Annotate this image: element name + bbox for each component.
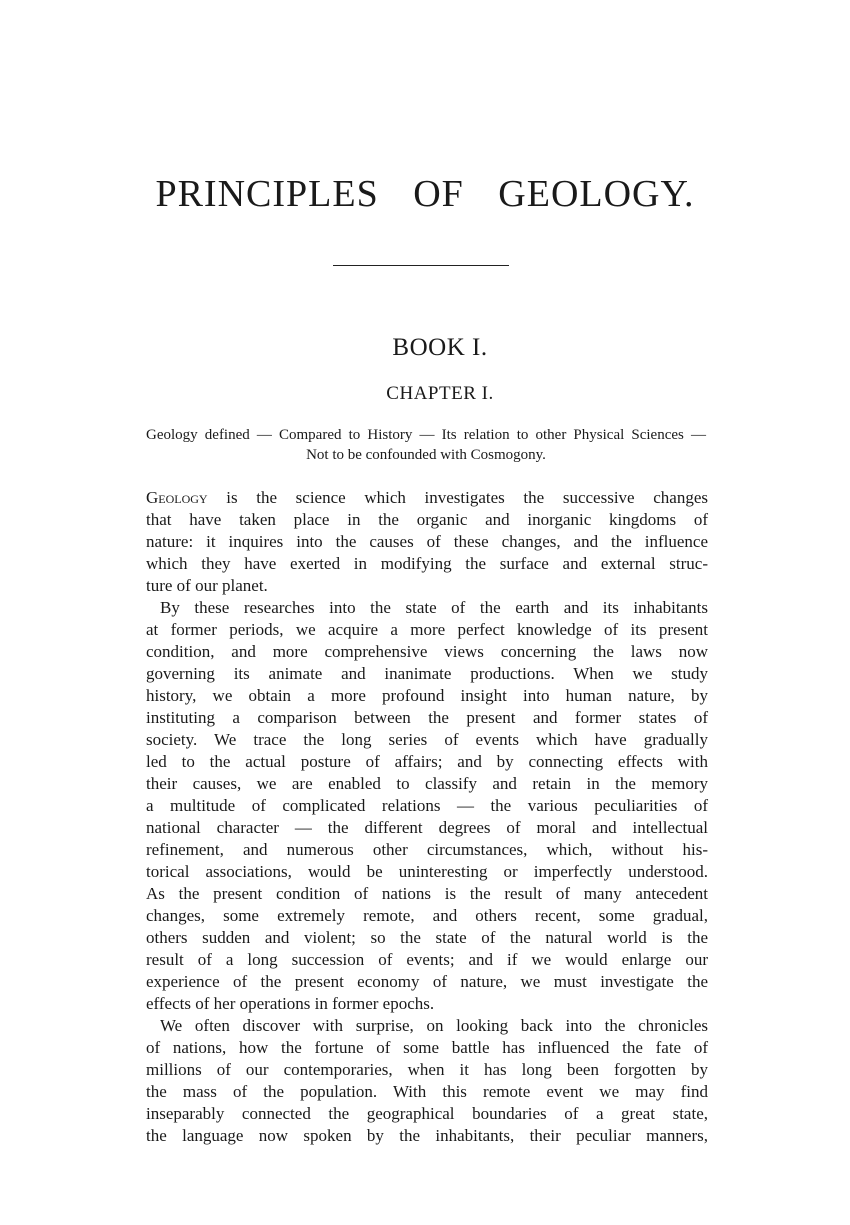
body-line: condition, and more comprehensive views concerning the laws now (146, 642, 708, 661)
body-line: their causes, we are enabled to classify and retain in the memory (146, 774, 708, 793)
body-line: As the present condition of nations is the result of many antecedent (146, 884, 708, 903)
chapter-heading: CHAPTER I. (386, 383, 494, 404)
body-line: By these researches into the state of the earth and its inhabitants (160, 598, 708, 617)
body-line: history, we obtain a more profound insight into human nature, by (146, 686, 708, 705)
body-line: at former periods, we acquire a more perfect knowledge of its present (146, 620, 708, 639)
body-line: governing its animate and inanimate productions. When we study (146, 664, 708, 683)
book-heading: BOOK I. (392, 334, 488, 361)
body-line: result of a long succession of events; and if we would enlarge our (146, 950, 708, 969)
title-divider (333, 265, 509, 266)
body-line: national character — the different degrees of moral and intellectual (146, 818, 708, 837)
chapter-summary-line: Not to be confounded with Cosmogony. (306, 447, 546, 463)
body-line: the mass of the population. With this remote event we may find (146, 1082, 708, 1101)
body-line: millions of our contemporaries, when it has long been forgotten by (146, 1060, 708, 1079)
body-line: which they have exerted in modifying the surface and external struc- (146, 554, 708, 573)
lead-word: Geology (146, 488, 208, 507)
body-line: effects of her operations in former epochs. (146, 994, 435, 1013)
body-line: ture of our planet. (146, 576, 268, 595)
body-line: nature: it inquires into the causes of these changes, and the influence (146, 532, 708, 551)
body-line: instituting a comparison between the present and former states of (146, 708, 708, 727)
body-line: refinement, and numerous other circumstances, which, without his- (146, 840, 708, 859)
body-line: Geology is the science which investigates the successive changes (146, 488, 708, 507)
body-line: a multitude of complicated relations — the various peculiarities of (146, 796, 708, 815)
body-line: inseparably connected the geographical boundaries of a great state, (146, 1104, 708, 1123)
body-line: torical associations, would be uninteresting or imperfectly understood. (146, 862, 708, 881)
chapter-summary (146, 425, 706, 465)
body-line: led to the actual posture of affairs; and by connecting effects with (146, 752, 708, 771)
body-line: society. We trace the long series of events which have gradually (146, 730, 708, 749)
chapter-summary-line: Geology defined — Compared to History — Its relation to other Physical Sciences — (146, 427, 706, 443)
body-line: We often discover with surprise, on looking back into the chronicles (160, 1016, 708, 1035)
chapter-body (146, 487, 708, 1147)
body-line: experience of the present economy of nature, we must investigate the (146, 972, 708, 991)
body-line: changes, some extremely remote, and others recent, some gradual, (146, 906, 708, 925)
body-line: the language now spoken by the inhabitants, their peculiar manners, (146, 1126, 708, 1145)
body-line: others sudden and violent; so the state of the natural world is the (146, 928, 708, 947)
body-line: that have taken place in the organic and inorganic kingdoms of (146, 510, 708, 529)
body-line: of nations, how the fortune of some battle has influenced the fate of (146, 1038, 708, 1057)
page-title: PRINCIPLES OF GEOLOGY. (155, 173, 695, 215)
